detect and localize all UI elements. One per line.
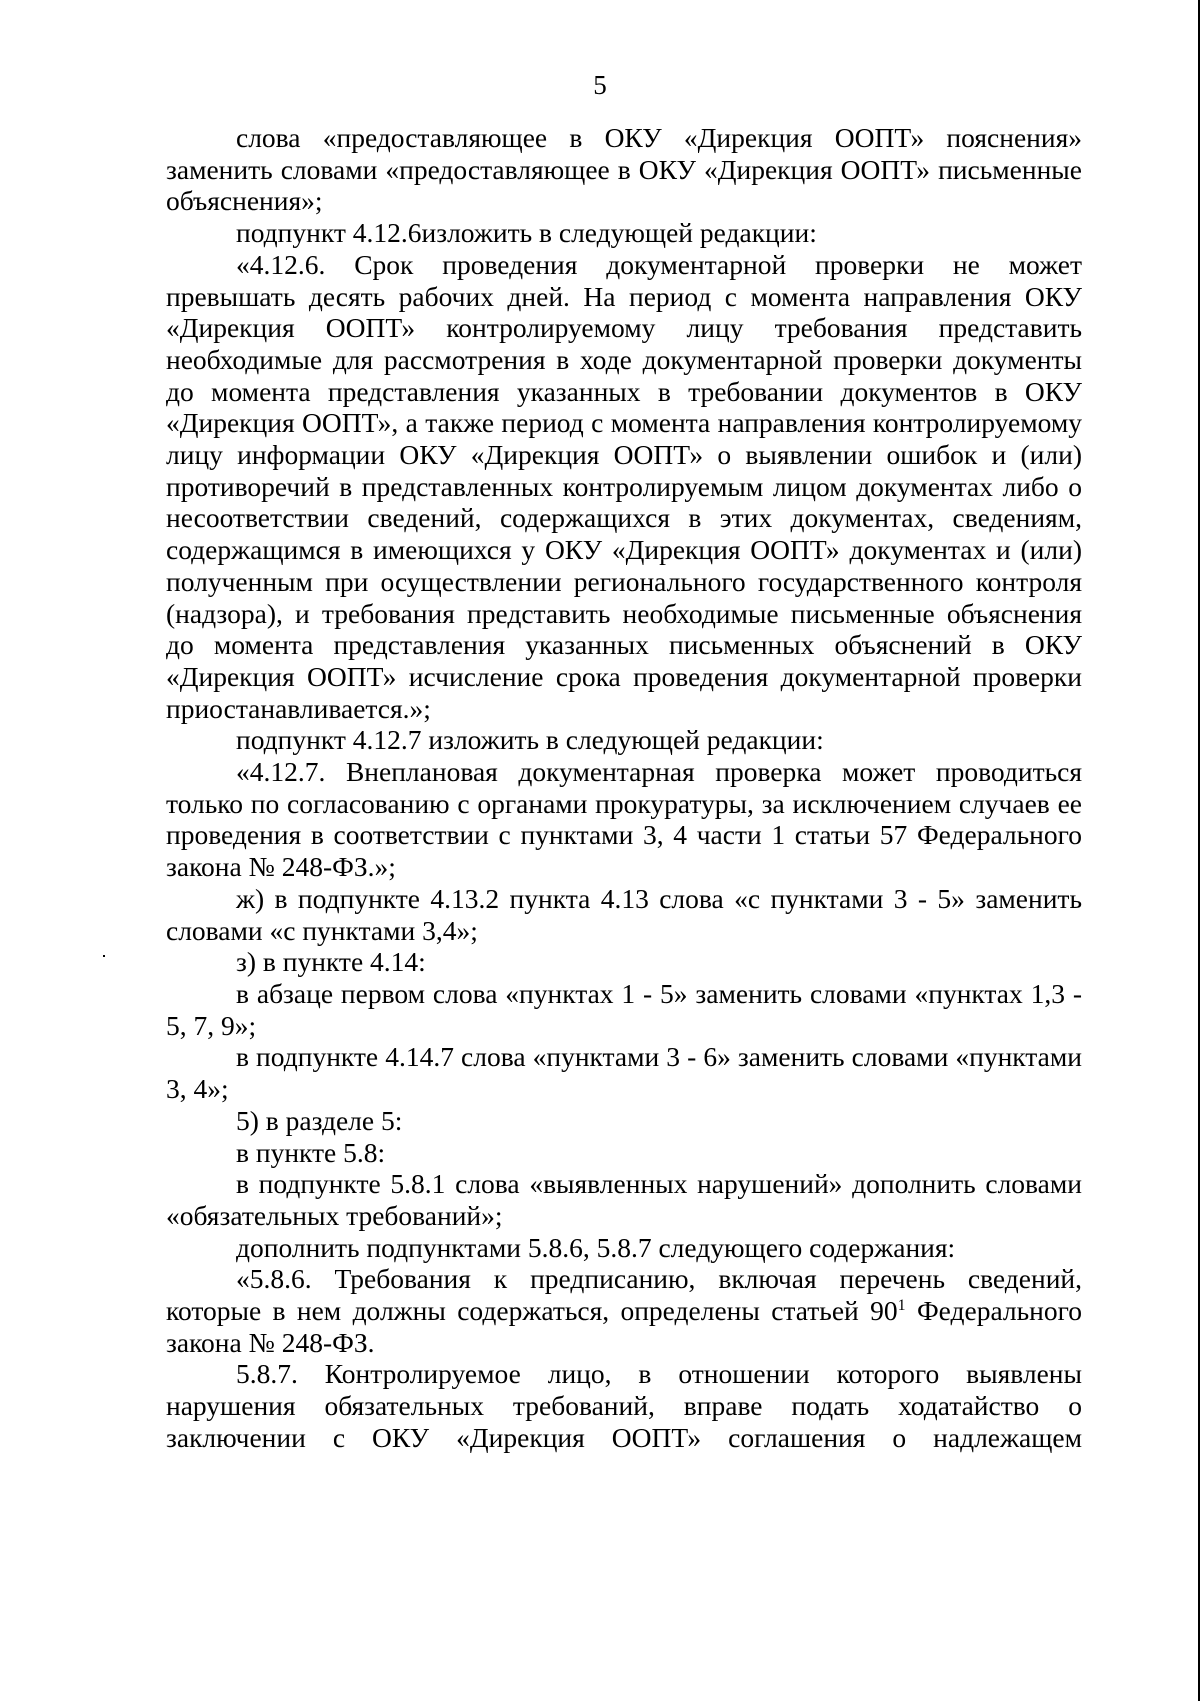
scan-artifact-dot xyxy=(103,955,105,957)
paragraph-12: в подпункте 5.8.1 слова «выявленных нарушений» дополнить словами «обязательных требований»; xyxy=(166,1168,1082,1231)
paragraph-10: 5) в разделе 5: xyxy=(236,1104,403,1136)
paragraph-5-8-6-text: «5.8.6. Требования к предписанию, включая перечень сведений, которые в нем должны содержаться, определены статьей 90 xyxy=(166,1263,1082,1327)
paragraph-8: в абзаце первом слова «пунктах 1 - 5» заменить словами «пунктах 1,3 - 5, 7, 9»; xyxy=(166,977,1082,1041)
page-number: 5 xyxy=(593,70,607,100)
paragraph-4: подпункт 4.12.7 изложить в следующей редакции: xyxy=(236,724,824,756)
paragraph-1: слова «предоставляющее в ОКУ «Дирекция ООПТ» пояснения» заменить словами «предоставляющее в ОКУ «Дирекция ООПТ» письменные объяснения»; xyxy=(166,122,1082,217)
paragraph-13: дополнить подпунктами 5.8.6, 5.8.7 следующего содержания: xyxy=(236,1231,956,1263)
superscript-mark: 1 xyxy=(897,1296,906,1314)
paragraph-6: ж) в подпункте 4.13.2 пункта 4.13 слова «с пунктами 3 - 5» заменить словами «с пунктами 3,4»; xyxy=(166,882,1082,946)
paragraph-9: в подпункте 4.14.7 слова «пунктами 3 - 6» заменить словами «пунктами 3, 4»; xyxy=(166,1041,1082,1105)
paragraph-2: подпункт 4.12.6изложить в следующей редакции: xyxy=(236,217,817,249)
paragraph-5-8-6 xyxy=(166,1263,1082,1358)
paragraph-5: «4.12.7. Внеплановая документарная проверка может проводиться только по согласованию с органами прокуратуры, за исключением случаев ее проведения в соответствии с пунктами 3, 4 части 1 статьи 57 Федерального закона № 248-ФЗ.»; xyxy=(166,756,1082,883)
paragraph-5-8-7: 5.8.7. Контролируемое лицо, в отношении которого выявлены нарушения обязательных требований, вправе подать ходатайство о заключении с ОКУ «Дирекция ООПТ» соглашения о надлежащем xyxy=(166,1358,1082,1453)
paragraph-7: з) в пункте 4.14: xyxy=(236,946,426,978)
paragraph-3: «4.12.6. Срок проведения документарной проверки не может превышать десять рабочих дней. На период с момента направления ОКУ «Дирекция ООПТ» контролируемому лицу требования представить необходимые для рассмотрения в ходе документарной проверки документы до момента представления указанных в требовании документов в ОКУ «Дирекция ООПТ», а также период с момента направления контролируемому лицу информации ОКУ «Дирекция ООПТ» о выявлении ошибок и (или) противоречий в представленных контролируемым лицом документах либо о несоответствии сведений, содержащихся в этих документах, сведениям, содержащимся в имеющихся у ОКУ «Дирекция ООПТ» документах и (или) полученным при осуществлении регионального государственного контроля (надзора), и требования представить необходимые письменные объяснения до момента представления указанных письменных объяснений в ОКУ «Дирекция ООПТ» исчисление срока проведения документарной проверки приостанавливается.»; xyxy=(166,248,1082,724)
paragraph-5-8-6-tail: Федерального закона № 248-ФЗ. xyxy=(166,1295,1082,1358)
paragraph-11: в пункте 5.8: xyxy=(236,1136,386,1168)
document-body xyxy=(166,122,1082,1454)
